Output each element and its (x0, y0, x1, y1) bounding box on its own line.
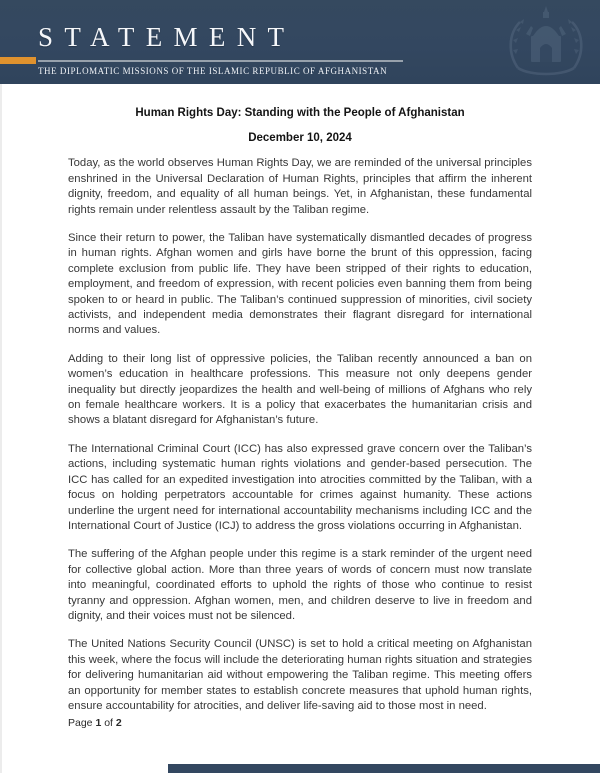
document-body (0, 84, 600, 714)
paragraph-5: The suffering of the Afghan people under this regime is a stark reminder of the urgent need for collective global action. More than three years of words of concern must now translate into meaningful, coordinated efforts to uphold the rights of those who continue to resist tyranny and oppression. Afghan women, men, and children deserve to live in freedom and dignity, and their voices must not be silenced. (68, 548, 532, 622)
page-number-label (68, 717, 122, 729)
paragraph-2: Since their return to power, the Taliban have systematically dismantled decades of progress in human rights. Afghan women and girls have borne the brunt of this oppression, facing complete exclusion from public life. They have been stripped of their rights to education, employment, and freedom of expression, with recent policies even banning them from being spoken to or heard in public. The Taliban’s continued suppression of minorities, civil society activists, and independent media demonstrates their flagrant disregard for international norms and values. (68, 232, 532, 337)
next-page-banner-edge (168, 764, 600, 773)
page-number: 1 (95, 717, 102, 729)
page-word: Page (68, 717, 93, 729)
document-paragraphs (68, 156, 532, 714)
banner-title: STATEMENT (38, 22, 296, 52)
paragraph-3: Adding to their long list of oppressive policies, the Taliban recently announced a ban on women’s education in healthcare professions. This measure not only deepens gender inequality but directly jeopardizes the health and well-being of millions of Afghans who rely on female healthcare workers. It is a policy that exacerbates the humanitarian crisis and shows a blatant disregard for Afghanistan’s future. (68, 352, 532, 427)
paragraph-1: Today, as the world observes Human Rights Day, we are reminded of the universal principles enshrined in the Universal Declaration of Human Rights, principles that affirm the inherent dignity, freedom, and equality of all human beings. Yet, in Afghanistan, these fundamental rights remain under relentless assault by the Taliban regime. (68, 157, 532, 216)
orange-accent-bar (0, 57, 36, 64)
afghanistan-emblem-icon (500, 4, 592, 82)
banner-title-block (38, 24, 295, 51)
page-total: 2 (115, 717, 122, 729)
paragraph-6: The United Nations Security Council (UNSC) is set to hold a critical meeting on Afghanistan this week, where the focus will include the deteriorating human rights situation and strategies for delivering humanitarian aid without empowering the Taliban regime. This meeting offers an opportunity for member states to establish concrete measures that uphold human rights, ensure accountability for atrocities, and deliver life-saving aid to those most in need. (68, 638, 532, 712)
paragraph-4: The International Criminal Court (ICC) has also expressed grave concern over the Taliban’s actions, including systematic human rights violations and gender-based persecution. The ICC has called for an expedited investigation into atrocities committed by the Taliban, with a focus on holding perpetrators accountable for crimes against humanity. These actions underline the urgent need for international accountability mechanisms including ICC and the International Court of Justice (ICJ) to address the gross violations occurring in Afghanistan. (68, 442, 532, 532)
silver-rule-line (38, 60, 403, 62)
document-date: December 10, 2024 (248, 132, 352, 145)
banner-subtitle: THE DIPLOMATIC MISSIONS OF THE ISLAMIC REPUBLIC OF AFGHANISTAN (38, 66, 388, 76)
document-title: Human Rights Day: Standing with the People of Afghanistan (135, 107, 465, 119)
of-word: of (104, 717, 113, 729)
banner-rule (0, 57, 420, 65)
statement-banner (0, 0, 600, 84)
